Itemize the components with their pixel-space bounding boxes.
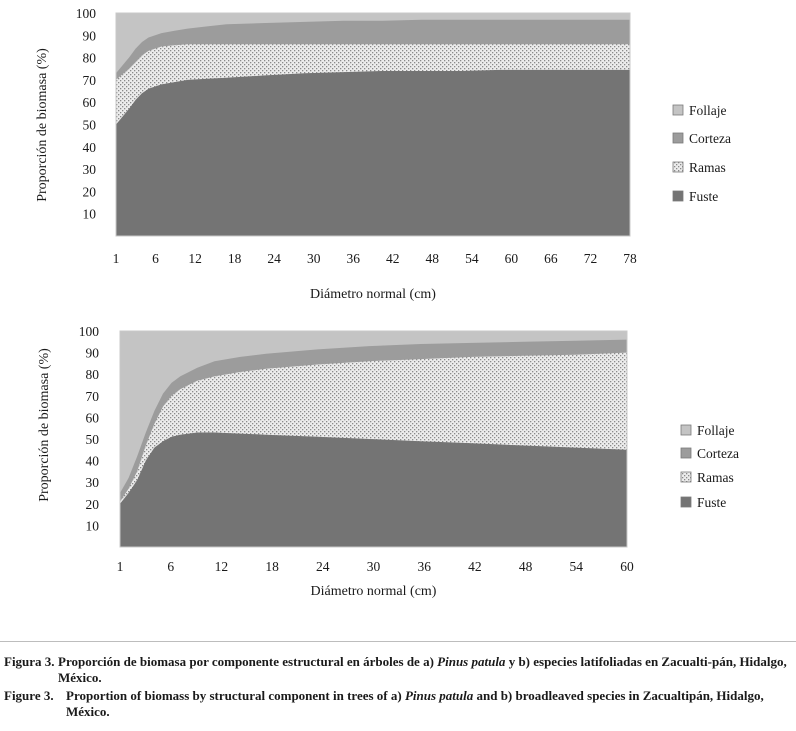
y-tick-label: 90 xyxy=(85,345,99,361)
legend-item-ramas xyxy=(681,470,734,485)
caption-es-species: Pinus patula xyxy=(437,654,506,669)
x-tick-label: 24 xyxy=(267,251,281,266)
x-tick-label: 1 xyxy=(112,251,120,266)
x-tick-label: 6 xyxy=(167,559,175,574)
caption-es-body xyxy=(58,654,792,686)
x-tick-label: 30 xyxy=(366,559,381,574)
y-tick-label: 40 xyxy=(82,139,96,155)
x-tick-label: 66 xyxy=(544,251,558,266)
legend-item-follaje xyxy=(673,103,727,118)
caption-en-species: Pinus patula xyxy=(404,688,474,703)
y-tick-label: 10 xyxy=(82,206,96,222)
x-tick-label: 24 xyxy=(316,559,330,574)
chart-b xyxy=(0,315,796,625)
caption-en-label: Figure 3. xyxy=(4,688,54,703)
legend-swatch xyxy=(673,162,683,172)
y-tick-label: 100 xyxy=(75,6,96,21)
y-tick-label: 90 xyxy=(82,28,96,44)
y-tick-label: 30 xyxy=(82,162,96,178)
legend-label: Corteza xyxy=(697,446,739,461)
y-tick-label: 20 xyxy=(85,496,99,512)
legend-item-follaje xyxy=(681,423,735,438)
x-tick-label: 60 xyxy=(504,251,519,266)
x-tick-label: 42 xyxy=(386,251,400,266)
x-tick-label: 54 xyxy=(569,559,584,574)
x-tick-label: 54 xyxy=(465,251,479,266)
legend-label: Follaje xyxy=(689,103,727,118)
chart-a xyxy=(0,0,796,310)
y-tick-label: 30 xyxy=(85,475,99,491)
y-tick-label: 60 xyxy=(82,95,96,111)
area-fuste xyxy=(120,433,627,548)
legend-label: Ramas xyxy=(689,160,726,175)
legend-item-fuste xyxy=(681,495,726,510)
legend-label: Fuste xyxy=(697,495,727,510)
y-tick-label: 70 xyxy=(82,72,96,88)
x-tick-label: 78 xyxy=(623,251,637,266)
x-tick-label: 18 xyxy=(265,559,279,574)
caption-es-text-1: Proporción de biomasa por componente estructural en árboles de a) xyxy=(58,654,438,669)
x-tick-label: 1 xyxy=(116,559,124,574)
legend-label: Follaje xyxy=(697,423,735,438)
y-tick-label: 100 xyxy=(78,324,99,339)
legend-item-corteza xyxy=(681,446,739,461)
caption-es-text-2: y b) especies latifoliadas en Zacualti-pán, Hidalgo, México. xyxy=(58,654,787,685)
area-fuste xyxy=(116,70,630,236)
legend-swatch xyxy=(673,133,683,143)
y-tick-label: 20 xyxy=(82,184,96,200)
y-axis-title: Proporción de biomasa (%) xyxy=(35,48,50,202)
x-tick-label: 6 xyxy=(152,251,159,266)
y-tick-label: 40 xyxy=(85,453,99,469)
x-tick-label: 18 xyxy=(227,251,242,266)
x-tick-label: 12 xyxy=(214,559,229,574)
legend-item-corteza xyxy=(673,131,731,146)
legend-swatch xyxy=(681,472,691,482)
y-tick-label: 50 xyxy=(85,432,99,447)
x-tick-label: 36 xyxy=(346,251,360,266)
x-tick-label: 36 xyxy=(417,559,431,574)
x-tick-label: 42 xyxy=(468,559,482,574)
legend-swatch xyxy=(681,425,691,435)
legend-swatch xyxy=(673,191,683,201)
y-tick-label: 60 xyxy=(85,410,99,426)
y-tick-label: 10 xyxy=(85,518,99,534)
x-axis-title: Diámetro normal (cm) xyxy=(310,287,436,302)
legend-label: Fuste xyxy=(689,189,719,204)
legend-item-ramas xyxy=(673,160,726,175)
y-tick-label: 80 xyxy=(85,367,99,383)
legend-swatch xyxy=(673,105,683,115)
legend-swatch xyxy=(681,497,691,507)
x-tick-label: 30 xyxy=(306,251,321,266)
x-axis-title: Diámetro normal (cm) xyxy=(310,584,437,599)
caption-en-body xyxy=(66,688,792,720)
y-tick-label: 80 xyxy=(82,50,96,66)
x-tick-label: 48 xyxy=(518,559,533,574)
x-tick-label: 48 xyxy=(425,251,440,266)
y-axis-title: Proporción de biomasa (%) xyxy=(37,348,52,502)
legend-swatch xyxy=(681,448,691,458)
legend-label: Ramas xyxy=(697,470,734,485)
caption-es-label: Figura 3. xyxy=(4,654,55,669)
x-tick-label: 12 xyxy=(188,251,202,266)
caption-en-text-1: Proportion of biomass by structural component in trees of a) xyxy=(66,688,405,703)
caption-divider xyxy=(0,641,796,642)
legend-item-fuste xyxy=(673,189,718,204)
caption-en-text-2: and b) broadleaved species in Zacualtipán, Hidalgo, México. xyxy=(66,688,764,719)
legend-label: Corteza xyxy=(689,131,731,146)
y-tick-label: 50 xyxy=(82,117,96,133)
x-tick-label: 60 xyxy=(620,559,634,574)
x-tick-label: 72 xyxy=(583,251,598,266)
y-tick-label: 70 xyxy=(85,388,99,404)
